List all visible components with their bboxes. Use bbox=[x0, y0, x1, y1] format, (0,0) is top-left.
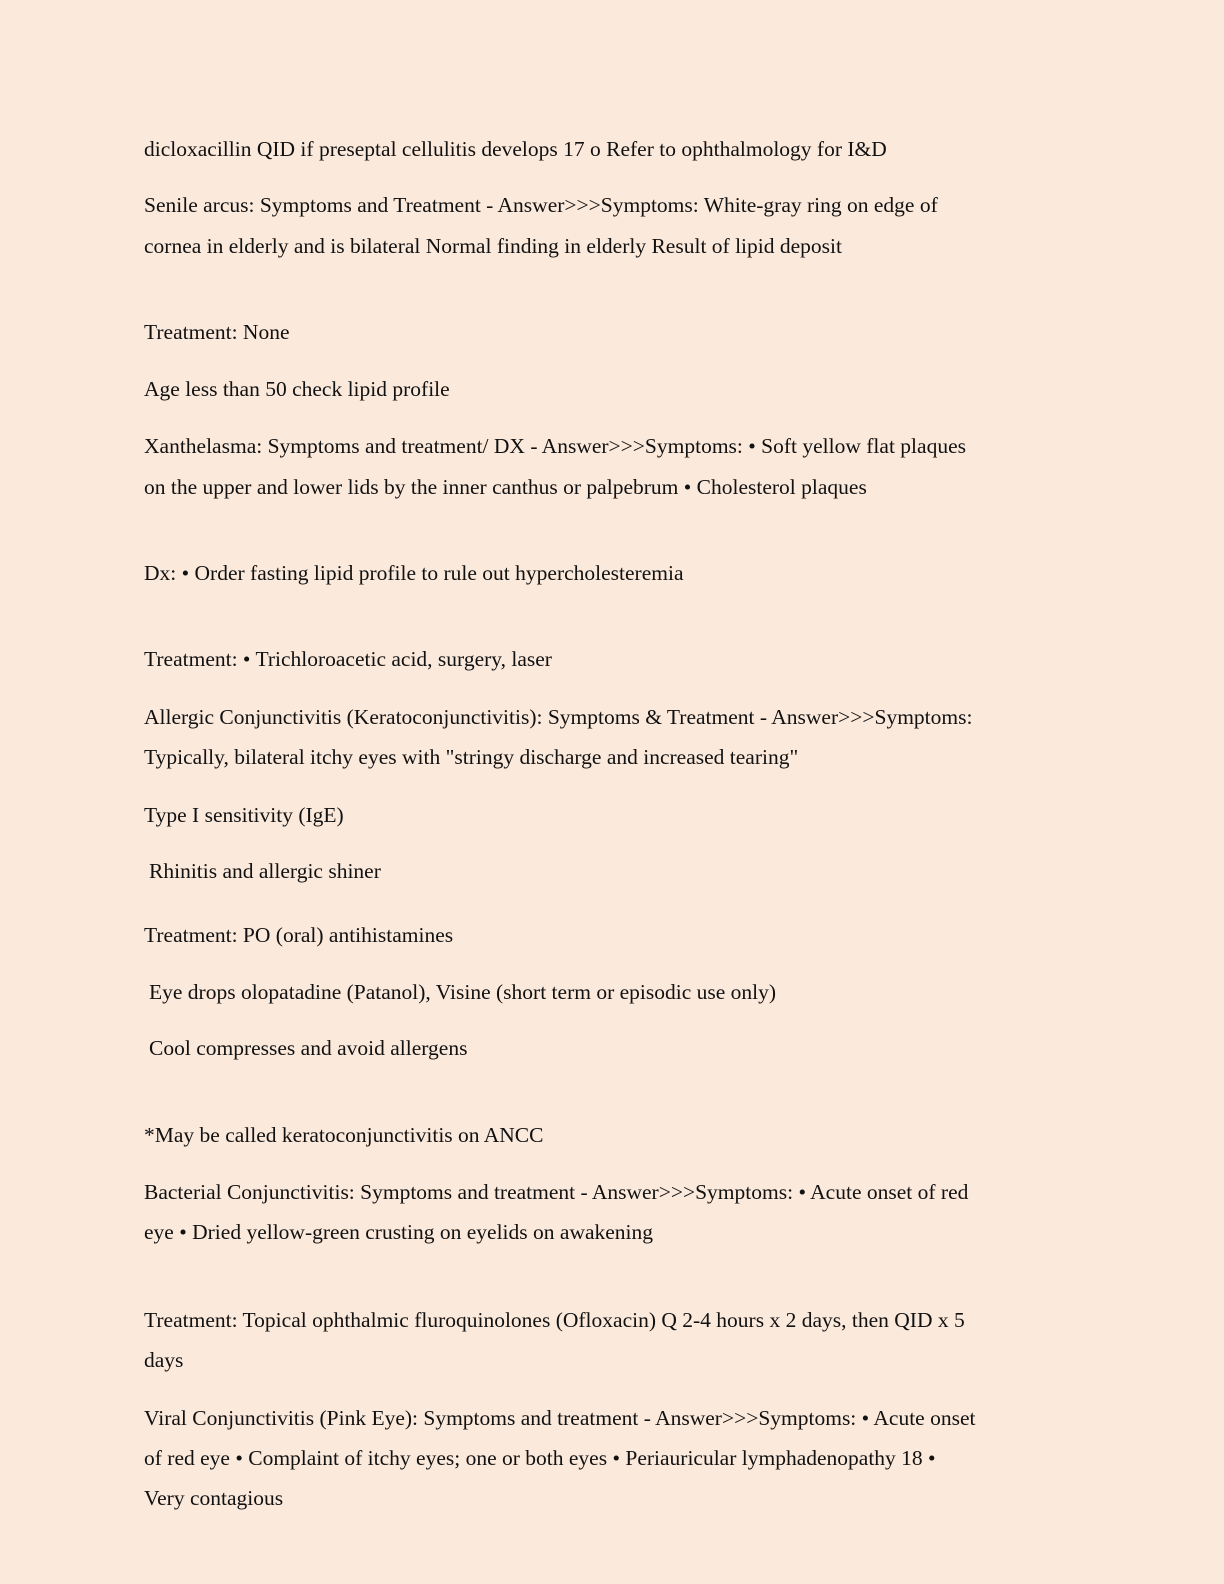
text-line: Typically, bilateral itchy eyes with "stringy discharge and increased tearing" bbox=[144, 745, 799, 769]
text-line: Eye drops olopatadine (Patanol), Visine (short term or episodic use only) bbox=[149, 980, 777, 1004]
text-line: *May be called keratoconjunctivitis on ANCC bbox=[144, 1123, 544, 1147]
text-line: Very contagious bbox=[144, 1486, 284, 1510]
text-line: on the upper and lower lids by the inner canthus or palpebrum • Cholesterol plaques bbox=[144, 475, 867, 499]
text-line: Dx: • Order fasting lipid profile to rule out hypercholesteremia bbox=[144, 561, 684, 585]
text-line: Treatment: Topical ophthalmic fluroquinolones (Ofloxacin) Q 2-4 hours x 2 days, then QID x 5 bbox=[144, 1308, 965, 1332]
text-line: days bbox=[144, 1348, 184, 1372]
text-line: eye • Dried yellow-green crusting on eyelids on awakening bbox=[144, 1220, 654, 1244]
text-line: of red eye • Complaint of itchy eyes; one or both eyes • Periauricular lymphadenopathy 18 • bbox=[144, 1446, 936, 1470]
text-line: cornea in elderly and is bilateral Normal finding in elderly Result of lipid deposit bbox=[144, 234, 842, 258]
text-line: Cool compresses and avoid allergens bbox=[149, 1036, 468, 1060]
text-line: Treatment: PO (oral) antihistamines bbox=[144, 923, 454, 947]
text-line: Type I sensitivity (IgE) bbox=[144, 803, 344, 827]
text-line: Allergic Conjunctivitis (Keratoconjunctivitis): Symptoms & Treatment - Answer>>>Symptoms: bbox=[144, 705, 973, 729]
text-line: Treatment: None bbox=[144, 320, 290, 344]
text-line: Treatment: • Trichloroacetic acid, surgery, laser bbox=[144, 647, 552, 671]
text-line: Viral Conjunctivitis (Pink Eye): Symptoms and treatment - Answer>>>Symptoms: • Acute onset bbox=[144, 1406, 976, 1430]
text-line: Xanthelasma: Symptoms and treatment/ DX - Answer>>>Symptoms: • Soft yellow flat plaques bbox=[144, 434, 966, 458]
text-line: dicloxacillin QID if preseptal cellulitis develops 17 o Refer to ophthalmology for I&D bbox=[144, 137, 887, 161]
text-line: Senile arcus: Symptoms and Treatment - Answer>>>Symptoms: White-gray ring on edge of bbox=[144, 193, 938, 217]
text-line: Rhinitis and allergic shiner bbox=[149, 859, 381, 883]
text-line: Bacterial Conjunctivitis: Symptoms and treatment - Answer>>>Symptoms: • Acute onset of red bbox=[144, 1180, 969, 1204]
text-line: Age less than 50 check lipid profile bbox=[144, 377, 450, 401]
